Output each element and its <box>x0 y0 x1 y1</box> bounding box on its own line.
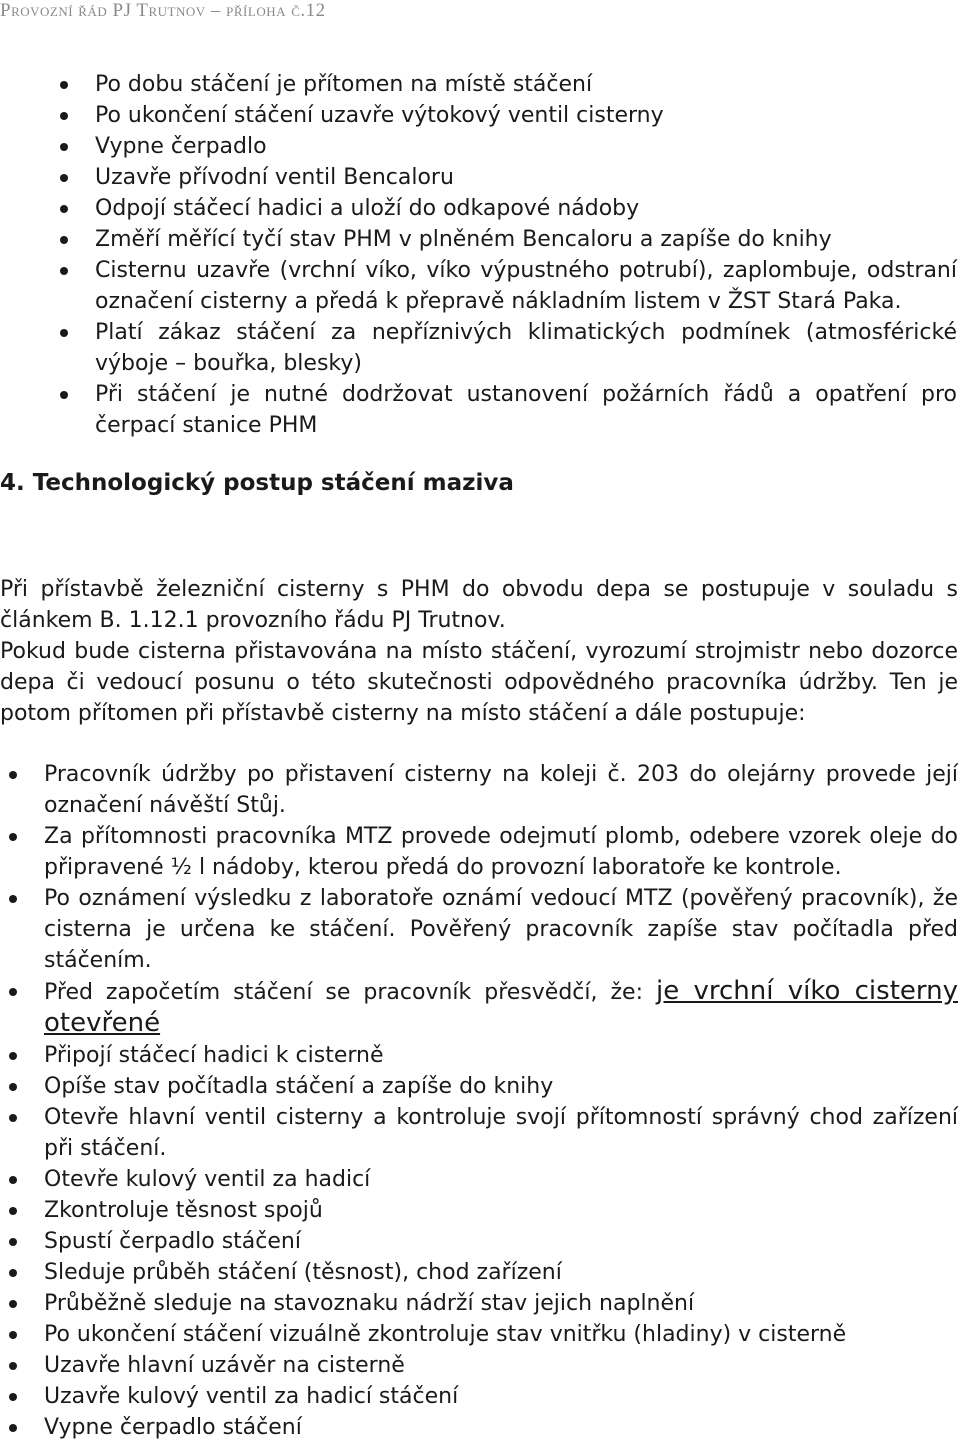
bullet-icon <box>9 1238 17 1246</box>
bullet-icon <box>60 143 68 151</box>
bullet-icon <box>9 895 17 903</box>
list-item-text: Spustí čerpadlo stáčení <box>44 1229 301 1254</box>
paragraph-procedure: Pokud bude cisterna přistavována na místo stáčení, vyrozumí strojmistr nebo dozorce depa či vedoucí posunu o této skutečnosti odpovědného pracovníka údržby. Ten je potom přítomen při přístavbě cisterny na místo stáčení a dále postupuje: <box>0 639 958 726</box>
list-item <box>44 1350 958 1381</box>
page-header: Provozní řád PJ Trutnov – příloha č.12 <box>0 0 326 21</box>
section-heading: 4. Technologický postup stáčení maziva <box>0 470 514 496</box>
list-item <box>44 1195 958 1226</box>
list-item-text: Po ukončení stáčení vizuálně zkontroluje stav vnitřku (hladiny) v cisterně <box>44 1322 847 1347</box>
bullet-icon <box>9 1083 17 1091</box>
bullet-icon <box>9 1176 17 1184</box>
list-item-text: Po ukončení stáčení uzavře výtokový ventil cisterny <box>95 103 664 128</box>
list-item-text: Uzavře hlavní uzávěr na cisterně <box>44 1353 405 1378</box>
list-item <box>44 1412 958 1443</box>
list-item <box>44 759 958 821</box>
list-item <box>44 1164 958 1195</box>
list-item <box>95 224 957 255</box>
bullet-icon <box>9 1393 17 1401</box>
list-item <box>95 255 957 317</box>
emphasized-text: je vrchní víko cisterny otevřené <box>44 976 958 1038</box>
list-item <box>44 1102 958 1164</box>
list-item <box>44 1288 958 1319</box>
bullet-icon <box>9 1207 17 1215</box>
bullet-icon <box>9 833 17 841</box>
list-item-text: Při stáčení je nutné dodržovat ustanovení požárních řádů a opatření pro čerpací stanice PHM <box>95 382 957 438</box>
list-item-text: Opíše stav počítadla stáčení a zapíše do knihy <box>44 1074 554 1099</box>
bullet-icon <box>9 1362 17 1370</box>
list-item-text: Před započetím stáčení se pracovník přesvědčí, že: <box>44 980 656 1005</box>
list-item-text: Připojí stáčecí hadici k cisterně <box>44 1043 384 1068</box>
list-item-text: Uzavře přívodní ventil Bencaloru <box>95 165 454 190</box>
list-item <box>44 1257 958 1288</box>
procedure-list-fuel <box>95 69 957 441</box>
list-item <box>44 1040 958 1071</box>
bullet-icon <box>60 236 68 244</box>
list-item-text: Průběžně sleduje na stavoznaku nádrží stav jejich naplnění <box>44 1291 695 1316</box>
list-item-text: Otevře hlavní ventil cisterny a kontroluje svojí přítomností správný chod zařízení při stáčení. <box>44 1105 958 1161</box>
list-item-text: Zkontroluje těsnost spojů <box>44 1198 323 1223</box>
list-item <box>44 976 958 1040</box>
list-item <box>44 883 958 976</box>
list-item-text: Vypne čerpadlo <box>95 134 267 159</box>
list-item <box>95 100 957 131</box>
bullet-icon <box>9 1114 17 1122</box>
list-item <box>44 1226 958 1257</box>
list-item-text: Vypne čerpadlo stáčení <box>44 1415 302 1440</box>
bullet-icon <box>60 329 68 337</box>
paragraph-intro: Při přístavbě železniční cisterny s PHM do obvodu depa se postupuje v souladu s článkem B. 1.12.1 provozního řádu PJ Trutnov. <box>0 577 958 633</box>
list-item-text: Pracovník údržby po přistavení cisterny na koleji č. 203 do olejárny provede její označení návěští Stůj. <box>44 762 958 818</box>
bullet-icon <box>9 988 17 996</box>
list-item-text: Po dobu stáčení je přítomen na místě stáčení <box>95 72 593 97</box>
list-item <box>95 131 957 162</box>
bullet-icon <box>9 1300 17 1308</box>
bullet-icon <box>9 1269 17 1277</box>
list-item <box>44 1381 958 1412</box>
list-item-text: Cisternu uzavře (vrchní víko, víko výpustného potrubí), zaplombuje, odstraní označení cisterny a předá k přepravě nákladním listem v ŽST Stará Paka. <box>95 258 957 314</box>
list-item-text: Platí zákaz stáčení za nepříznivých klimatických podmínek (atmosférické výboje – bouřka, blesky) <box>95 320 957 376</box>
list-item <box>95 317 957 379</box>
bullet-icon <box>60 174 68 182</box>
bullet-icon <box>60 391 68 399</box>
bullet-icon <box>60 267 68 275</box>
bullet-icon <box>60 112 68 120</box>
procedure-list-lubricant <box>44 759 958 1443</box>
bullet-icon <box>9 1424 17 1432</box>
bullet-icon <box>9 1331 17 1339</box>
list-item-text: Po oznámení výsledku z laboratoře oznámí vedoucí MTZ (pověřený pracovník), že cisterna je určena ke stáčení. Pověřený pracovník zapíše stav počítadla před stáčením. <box>44 886 958 973</box>
list-item-text: Otevře kulový ventil za hadicí <box>44 1167 371 1192</box>
list-item-text: Odpojí stáčecí hadici a uloží do odkapové nádoby <box>95 196 640 221</box>
list-item <box>44 1319 958 1350</box>
list-item-text: Sleduje průběh stáčení (těsnost), chod zařízení <box>44 1260 562 1285</box>
bullet-icon <box>9 1052 17 1060</box>
list-item <box>95 162 957 193</box>
list-item-text: Za přítomnosti pracovníka MTZ provede odejmutí plomb, odebere vzorek oleje do připravené ½ l nádoby, kterou předá do provozní laboratoře ke kontrole. <box>44 824 958 880</box>
bullet-icon <box>9 771 17 779</box>
list-item <box>95 379 957 441</box>
list-item-text: Změří měřící tyčí stav PHM v plněném Bencaloru a zapíše do knihy <box>95 227 832 252</box>
list-item <box>44 1071 958 1102</box>
list-item <box>95 69 957 100</box>
bullet-icon <box>60 205 68 213</box>
bullet-icon <box>60 81 68 89</box>
list-item <box>95 193 957 224</box>
list-item <box>44 821 958 883</box>
list-item-text: Uzavře kulový ventil za hadicí stáčení <box>44 1384 459 1409</box>
